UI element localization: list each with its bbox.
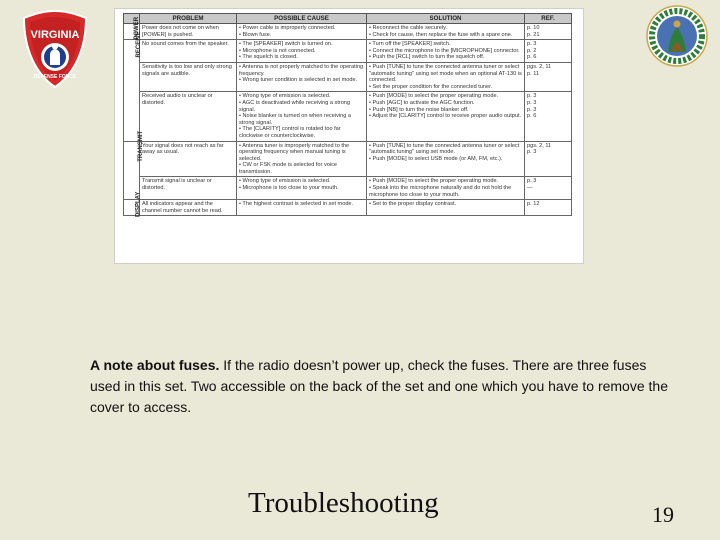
ref-cell: pgs. 2, 11 p. 3 <box>525 141 572 177</box>
virginia-defense-force-logo <box>14 8 96 90</box>
table-row <box>124 141 572 177</box>
slide-title: Troubleshooting <box>248 487 439 519</box>
problem-cell: Transmit signal is unclear or distorted. <box>140 177 237 200</box>
problem-header: PROBLEM <box>140 14 237 24</box>
troubleshooting-table <box>123 13 572 216</box>
solution-cell: • Turn off the [SPEAKER] switch. • Connect the microphone to the [MICROPHONE] connector. • Push the [RCL] switch to turn the squelch off. <box>367 40 525 63</box>
problem-cell: Sensitivity is too low and only strong signals are audible. <box>140 62 237 91</box>
troubleshooting-table-image <box>114 8 584 264</box>
cause-cell: • Power cable is improperly connected. • Blown fuse. <box>237 24 367 40</box>
ref-cell: pgs. 2, 11 p. 11 <box>525 62 572 91</box>
solution-cell: • Push [MODE] to select the proper operating mode. • Speak into the microphone naturally and do not hold the microphone too close to your mouth. <box>367 177 525 200</box>
table-row <box>124 92 572 141</box>
table-row <box>124 200 572 216</box>
ref-cell: p. 3 p. 3 p. 3 p. 6 <box>525 92 572 141</box>
fuse-note <box>90 355 670 418</box>
cause-cell: • Antenna is not properly matched to the operating frequency. • Wrong tuner condition is selected in set mode. <box>237 62 367 91</box>
solution-cell: • Set to the proper display contrast. <box>367 200 525 216</box>
cause-cell: • The [SPEAKER] switch is turned on. • Microphone is not connected. • The squelch is closed. <box>237 40 367 63</box>
cause-cell: • Wrong type of emission is selected. • Microphone is too close to your mouth. <box>237 177 367 200</box>
virginia-state-seal <box>646 5 708 67</box>
cause-cell: • Antenna tuner is improperly matched to the operating frequency when manual tuning is selected. • CW or FSK mode is selected for voice transmission. <box>237 141 367 177</box>
problem-cell: Received audio is unclear or distorted. <box>140 92 237 141</box>
table-row <box>124 24 572 40</box>
problem-cell: No sound comes from the speaker. <box>140 40 237 63</box>
cause-header: POSSIBLE CAUSE <box>237 14 367 24</box>
problem-cell: All indicators appear and the channel number cannot be read. <box>140 200 237 216</box>
ref-header: REF. <box>525 14 572 24</box>
table-header-row <box>124 14 572 24</box>
solution-cell: • Push [TUNE] to tune the connected antenna tuner or select "automatic tuning" using set mode. • Push [MODE] to select USB mode (or AM, FM, etc.). <box>367 141 525 177</box>
logo-bottom-text: DEFENSE FORCE <box>33 74 77 80</box>
logo-top-text: VIRGINIA <box>30 29 80 41</box>
group-label-display: DISPLAY <box>124 200 140 216</box>
table-row <box>124 177 572 200</box>
solution-cell: • Push [TUNE] to tune the connected antenna tuner or select "automatic tuning" using set mode when an optional AT-130 is connected. • Set the proper condition for the connected tuner. <box>367 62 525 91</box>
solution-cell: • Push [MODE] to select the proper operating mode. • Push [AGC] to activate the AGC function. • Push [NB] to turn the noise blanker off. • Adjust the [CLARITY] control to receive proper audio output. <box>367 92 525 141</box>
page-number: 19 <box>652 502 674 527</box>
cause-cell: • The highest contrast is selected in set mode. <box>237 200 367 216</box>
problem-cell: Power does not come on when [POWER] is pushed. <box>140 24 237 40</box>
solution-cell: • Reconnect the cable securely. • Check for cause, then replace the fuse with a spare one. <box>367 24 525 40</box>
note-label: A note about fuses. <box>90 357 220 373</box>
group-label-receive: RECEIVE <box>124 40 140 141</box>
problem-cell: Your signal does not reach as far away as usual. <box>140 141 237 177</box>
table-row <box>124 62 572 91</box>
ref-cell: p. 3 p. 2 p. 6 <box>525 40 572 63</box>
group-label-power: POWER <box>124 24 140 40</box>
ref-cell: p. 3 — <box>525 177 572 200</box>
solution-header: SOLUTION <box>367 14 525 24</box>
ref-cell: p. 10 p. 21 <box>525 24 572 40</box>
note-text: If the radio doesn’t power up, check the fuses. There are three fuses used in this set. Two accessible on the back of the set and one which you have to remove the cover to access. <box>90 357 668 415</box>
group-label-transmit: TRANSMIT <box>124 141 140 200</box>
cause-cell: • Wrong type of emission is selected. • AGC is deactivated while receiving a strong signal. • Noise blanker is turned on when receiving a strong signal. • The [CLARITY] control is rotated too far clockwise or counterclockwise. <box>237 92 367 141</box>
table-row <box>124 40 572 63</box>
ref-cell: p. 12 <box>525 200 572 216</box>
